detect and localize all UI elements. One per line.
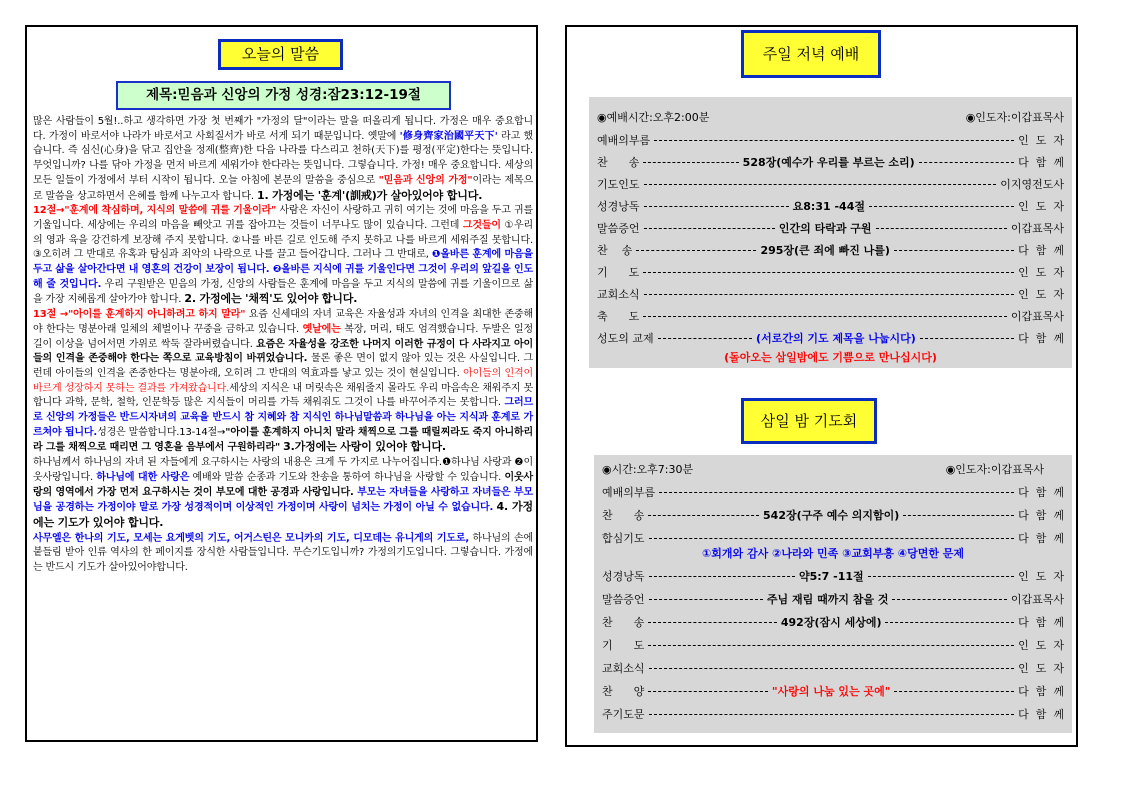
point-2-reference: 13절 →"아이를 훈계하지 아니하려고 하지 말라" — [33, 309, 246, 321]
point-2-red-2: 아이들의 인격이 바르게 성장하지 못하는 결과를 가져왔습니다. — [33, 367, 533, 394]
sunday-leader: ◉인도자:이갑표목사 — [965, 111, 1064, 124]
leader-dashes — [643, 316, 1007, 317]
order-item-detail: "사랑의 나눔 있는 곳에" — [771, 685, 891, 698]
leader-dashes — [648, 515, 759, 516]
order-item-detail: 인간의 타락과 구원 — [778, 222, 872, 235]
order-item-person: 다 함 께 — [1018, 616, 1064, 629]
point-3-text-2: 예배와 말씀 순종과 기도와 찬송을 통하여 하나님을 사랑할 수 있습니다. — [189, 471, 505, 483]
order-item-person: 이갑표목사 — [1010, 593, 1064, 606]
order-item-person: 다 함 께 — [1018, 156, 1064, 169]
leader-dashes — [868, 576, 1014, 577]
order-item-label: 교회소식 — [597, 288, 640, 301]
leader-dashes — [658, 338, 752, 339]
order-item-label: 예배의부름 — [597, 134, 651, 147]
intro-text: 많은 사람들이 5월!..하고 생각하면 가장 첫 번째가 "가정의 달"이라는 말을 떠올리게 됩니다. 가정은 매우 중요합니다. 가정이 바로서야 나라가 바로서고 사회질서가 바로 서게 되기 때문입니다. 옛말에 — [33, 116, 533, 142]
order-row — [597, 220, 1064, 236]
order-item-person: 이지영전도사 — [1000, 178, 1064, 191]
leader-dashes — [649, 576, 795, 577]
order-item-label: 찬 양 — [602, 685, 645, 698]
point-4-paragraph — [33, 532, 533, 576]
order-row — [602, 614, 1064, 630]
point-2-text-3: 물론 좋은 면이 없지 않아 있는 것은 사실입니다. 그런데 아이들의 인격을 존중한다는 명분아래, 오히려 그 반대의 역효과를 낳고 있는 것이 현실입니다. — [33, 353, 533, 379]
heading-4: 4. 가정에는 기도가 있어야 합니다. — [33, 500, 533, 529]
intro-text-3: 이라는 제목으로 말씀을 상고하면서 은혜를 함께 나누고자 합니다. — [33, 174, 533, 202]
leader-dashes — [903, 515, 1014, 516]
worship-order-panel — [565, 25, 1078, 747]
order-item-label: 주기도문 — [602, 708, 645, 721]
sunday-time: ◉예배시간:오후2:00분 — [597, 111, 710, 124]
sermon-panel — [25, 25, 538, 742]
wednesday-order-box — [594, 455, 1072, 733]
order-item-detail: 528장(예수가 우리를 부르는 소리) — [742, 156, 915, 169]
order-item-person: 인 도 자 — [1018, 662, 1064, 675]
sermon-title: 제목:믿음과 신앙의 가정 성경:잠23:12-19절 — [116, 81, 451, 110]
point-1-text-3: 우리 구원받은 믿음의 가정, 신앙의 사람들은 훈계에 마음을 두고 지식의 말씀에 귀를 기울이므로 삶을 가장 지혜롭게 살아가야 합니다. — [33, 278, 533, 306]
point-1-text-2: ①우리의 영과 육을 강건하게 보장해 주지 못합니다. ②나를 바른 길로 인도해 주지 못하고 나를 바르게 세워주질 못합니다. ③오히려 그 반대로 유혹과 탐심과 죄악의 나락으로 나를 끌고 들어갑니다. 그러나 그 반대로, — [33, 219, 533, 261]
order-item-label: 축 도 — [597, 310, 640, 323]
order-item-person: 인 도 자 — [1018, 570, 1064, 583]
order-row — [602, 530, 1064, 546]
order-item-label: 성경낭독 — [602, 570, 645, 583]
order-row — [597, 198, 1064, 214]
order-item-label: 기도인도 — [597, 178, 640, 191]
order-item-label: 찬 송 — [597, 156, 640, 169]
order-item-label: 합심기도 — [602, 532, 645, 545]
leader-dashes — [876, 228, 1007, 229]
point-2-blue: 그러므로 신앙의 가정들은 반드시자녀의 교육을 반드시 참 지혜와 참 지식인 하나님말씀과 하나님을 아는 지식과 훈계로 가르쳐야 됩니다. — [33, 397, 533, 438]
wednesday-leader: ◉인도자:이갑표목사 — [945, 463, 1044, 476]
leader-dashes — [649, 714, 1015, 715]
order-row — [597, 132, 1064, 148]
order-row — [602, 637, 1064, 653]
point-2-text-5: 성경은 말씀합니다.13-14절→ — [97, 426, 226, 438]
intro-sermon-title: "믿음과 신앙의 가정" — [378, 174, 473, 186]
order-item-label: 교회소식 — [602, 662, 645, 675]
heading-1: 1. 가정에는 '훈계'(訓戒)가 살아있어야 합니다. — [256, 188, 483, 202]
prayer-topics: ①회개와 감사 ②나라와 민족 ③교회부흥 ④당면한 문제 — [701, 547, 965, 560]
point-3-blue-2: 부모는 자녀들을 사랑하고 자녀들은 부모님을 공경하는 가정이야 말로 가장 성경적이며 이상적인 가정이며 사랑이 넘치는 가정이 아닐 수 없습니다. — [33, 486, 534, 514]
order-row — [602, 660, 1064, 676]
point-2-text: 요즘 신세대의 자녀 교육은 자율성과 자녀의 인격을 최대한 존중해야 한다는 명분아래 일체의 체벌이나 꾸중을 금하고 있습니다. — [33, 309, 534, 335]
leader-dashes — [644, 228, 775, 229]
order-row — [602, 683, 1064, 699]
order-item-label: 찬 송 — [602, 616, 645, 629]
order-item-person: 이갑표목사 — [1010, 222, 1064, 235]
order-item-label: 기 도 — [602, 639, 645, 652]
point-3-blue: 하나님에 대한 사랑은 — [96, 471, 190, 483]
order-item-person: 다 함 께 — [1018, 244, 1064, 257]
order-item-person: 인 도 자 — [1018, 639, 1064, 652]
point-2-text-2: 복장, 머리, 태도 엄격했습니다. 두발은 일정길이 이상을 넘어서면 가위로 싹둑 잘라버렸습니다. — [33, 323, 533, 350]
order-row — [602, 568, 1064, 584]
leader-dashes — [649, 668, 1015, 669]
order-item-detail: 492장(잠시 세상에) — [780, 616, 882, 629]
order-item-person: 다 함 께 — [1018, 332, 1064, 345]
order-item-detail: 542장(구주 예수 의지함이) — [763, 509, 900, 522]
leader-dashes — [894, 691, 1014, 692]
leader-dashes — [869, 206, 1014, 207]
order-item-person: 인 도 자 — [1018, 266, 1064, 279]
leader-dashes — [643, 162, 738, 163]
leader-dashes — [649, 599, 763, 600]
order-item-detail: 295장(큰 죄에 빠진 나를) — [760, 244, 890, 257]
order-item-person: 다 함 께 — [1018, 486, 1064, 499]
leader-dashes — [894, 250, 1014, 251]
order-row — [597, 286, 1064, 302]
heading-2: 2. 가정에는 '채찍'도 있어야 합니다. — [184, 292, 358, 306]
leader-dashes — [648, 645, 1014, 646]
leader-dashes — [636, 250, 756, 251]
order-item-label: 찬 송 — [597, 244, 633, 257]
leader-dashes — [644, 184, 997, 185]
sunday-header: 주일 저녁 예배 — [741, 30, 881, 78]
order-item-label: 말씀증언 — [597, 222, 640, 235]
order-row — [597, 154, 1064, 170]
point-4-text: 하나님의 손에 붙들림 받아 인류 역사의 한 페이지를 장식한 사람들입니다. 무슨기도입니까? 가정의기도입니다. 그렇습니다. 가정에는 반드시 기도가 살아있어야합니다. — [33, 532, 533, 574]
point-1-text: 사람은 자신이 사랑하고 귀히 여기는 것에 마음을 두고 귀를 기울입니다. 세상에는 우리의 마음을 빼앗고 귀를 잡아끄는 것들이 너무나도 많이 있습니다. 그런데 — [33, 205, 533, 231]
sermon-header: 오늘의 말씀 — [218, 39, 343, 70]
leader-dashes — [648, 691, 768, 692]
order-item-detail: (서로간의 기도 제목을 나눕시다) — [756, 332, 916, 345]
order-row — [602, 507, 1064, 523]
point-1-blue: ❶올바른 훈계에 마음을 두고 삶을 살아간다면 내 영혼의 건강이 보장이 됩니다. ❷올바른 지식에 귀를 기울인다면 그것이 우리의 앞길을 인도해 줄 것입니다. — [33, 249, 533, 290]
wednesday-time: ◉시간:오후7:30분 — [602, 463, 694, 476]
intro-paragraph — [33, 115, 533, 204]
order-row — [602, 484, 1064, 500]
point-2-bold: 요즘은 자율성을 강조한 나머지 이러한 규정이 다 사라지고 아이들의 인격을 존중해야 한다는 쪽으로 교육방침이 바뀌었습니다. — [33, 338, 533, 365]
leader-dashes — [649, 538, 1015, 539]
order-item-detail: 요8:31 -44절 — [792, 200, 865, 213]
order-item-person: 이갑표목사 — [1010, 310, 1064, 323]
order-item-label: 예배의부름 — [602, 486, 656, 499]
leader-dashes — [659, 492, 1014, 493]
heading-3: 3.가정에는 사랑이 있어야 합니다. — [283, 440, 446, 454]
order-item-label: 말씀증언 — [602, 593, 645, 606]
order-item-person: 다 함 께 — [1018, 685, 1064, 698]
order-item-label: 성도의 교제 — [597, 332, 654, 345]
point-3-bold: 이웃사랑의 영역에서 가장 먼저 요구하시는 것이 부모에 대한 공경과 사랑입니다. — [33, 471, 533, 498]
point-2-paragraph — [33, 308, 533, 456]
order-item-person: 인 도 자 — [1018, 200, 1064, 213]
leader-dashes — [648, 622, 777, 623]
order-item-label: 성경낭독 — [597, 200, 640, 213]
leader-dashes — [654, 140, 1014, 141]
order-item-person: 인 도 자 — [1018, 134, 1064, 147]
sermon-body — [33, 115, 533, 576]
intro-text-2: 라고 했습니다. 즉 심신(心身)을 닦고 집안을 정제(整齊)한 다음 나라를 다스리고 천하(天下)를 평정(平定)한다는 뜻입니다. 무엇입니까? 나를 닦아 가정을 먼저 바르게 세워가야 한다라는 뜻입니다. 그렇습니다. 가정! 매우 중요합니다. 세상의 모든 일들이 가정에서 부터 시작이 됩니다. 오늘 아침에 본문의 말씀을 중심으로 — [33, 130, 533, 186]
point-1-paragraph — [33, 204, 533, 308]
order-item-person: 인 도 자 — [1018, 288, 1064, 301]
point-3-text: 하나님께서 하나님의 자녀 된 자들에게 요구하시는 사랑의 내용은 크게 두 가지로 나누어집니다.❶하나님 사랑과 ❷이웃사랑입니다. — [33, 457, 533, 483]
order-item-person: 다 함 께 — [1018, 532, 1064, 545]
order-row — [597, 308, 1064, 324]
leader-dashes — [644, 206, 789, 207]
order-item-person: 다 함 께 — [1018, 708, 1064, 721]
leader-dashes — [644, 294, 1015, 295]
point-1-reference: 12절→"훈계에 착심하며, 지식의 말씀에 귀를 기울이라" — [33, 205, 277, 217]
order-row — [597, 264, 1064, 280]
leader-dashes — [919, 162, 1014, 163]
point-2-red: 옛날에는 — [302, 323, 341, 335]
sunday-footer: (돌아오는 삼일밤에도 기쁨으로 만나십시다) — [724, 351, 937, 364]
sunday-info-row — [597, 109, 1064, 125]
leader-dashes — [892, 599, 1006, 600]
leader-dashes — [885, 622, 1014, 623]
order-row — [597, 242, 1064, 258]
wednesday-header: 삼일 밤 기도회 — [741, 398, 877, 444]
wednesday-info-row — [602, 461, 1064, 477]
order-row — [602, 591, 1064, 607]
leader-dashes — [643, 272, 1014, 273]
point-1-red: 그것들이 — [462, 219, 501, 231]
point-2-quote: "아이를 훈계하지 아니치 말라 채찍으로 그를 때릴찌라도 죽지 아니하리라 그를 채찍으로 때리면 그 영혼을 음부에서 구원하리라" — [33, 426, 533, 454]
order-item-detail: 약5:7 -11절 — [798, 570, 864, 583]
order-item-detail: 주님 재림 때까지 참을 것 — [766, 593, 889, 606]
intro-quote: '修身齊家治國平天下' — [399, 130, 498, 142]
order-row — [597, 176, 1064, 192]
order-item-label: 기 도 — [597, 266, 640, 279]
order-row — [597, 330, 1064, 346]
order-row — [602, 706, 1064, 722]
sunday-order-box — [589, 97, 1072, 368]
leader-dashes — [920, 338, 1014, 339]
point-3-paragraph — [33, 456, 533, 532]
order-item-person: 다 함 께 — [1018, 509, 1064, 522]
point-2-text-4: 세상의 지식은 내 머릿속은 채워줄지 몰라도 우리 마음속은 채워주지 못합니다 과학, 문학, 철학, 인문학등 많은 지식들이 머리를 가득 채워줘도 그것이 나를 바꾸어주지는 못합니다. — [33, 382, 533, 409]
point-4-blue: 사무엘은 한나의 기도, 모세는 요게벳의 기도, 어거스틴은 모니카의 기도, 디모데는 유니게의 기도로, — [33, 532, 470, 544]
order-item-label: 찬 송 — [602, 509, 645, 522]
